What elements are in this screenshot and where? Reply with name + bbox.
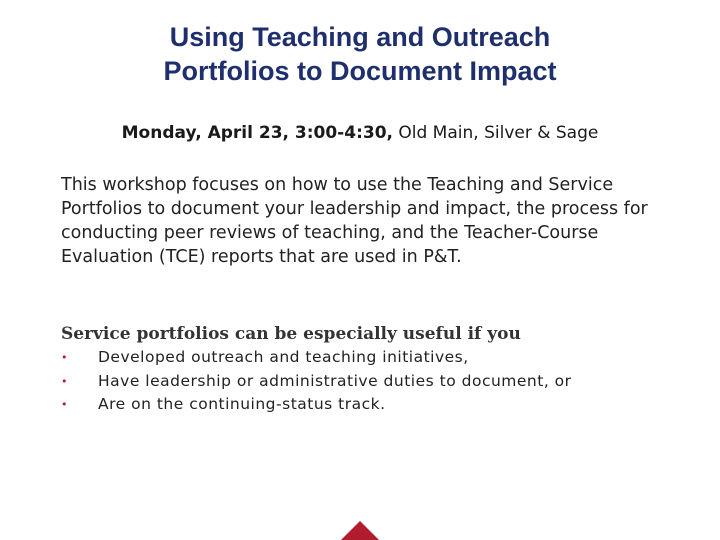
bullet-icon: • <box>61 374 68 388</box>
list-item <box>61 370 701 394</box>
bullet-list <box>61 346 701 417</box>
event-location: Old Main, Silver & Sage <box>392 123 599 143</box>
event-details <box>0 122 720 144</box>
list-item-text: Have leadership or administrative duties to document, or <box>98 371 572 390</box>
workshop-description: This workshop focuses on how to use the Teaching and Service Portfolios to document your leadership and impact, the process for conducting peer reviews of teaching, and the Teacher-Course Evaluation (TCE) reports that are used in P&T. <box>61 175 648 267</box>
list-item-text: Developed outreach and teaching initiatives, <box>98 348 469 366</box>
slide-title <box>0 20 720 88</box>
bullet-icon: • <box>61 351 68 364</box>
list-heading: Service portfolios can be especially useful if you <box>61 324 521 344</box>
list-item <box>61 393 701 417</box>
list-item-text: Are on the continuing-status track. <box>98 395 386 413</box>
bullet-icon: • <box>61 398 68 411</box>
slide-title-line-1: Using Teaching and Outreach <box>169 22 551 52</box>
event-date-time: Monday, April 23, 3:00-4:30, <box>121 123 393 143</box>
slide-title-line-2: Portfolios to Document Impact <box>163 56 557 86</box>
list-item <box>61 346 701 370</box>
triangle-decoration-icon <box>341 521 379 540</box>
